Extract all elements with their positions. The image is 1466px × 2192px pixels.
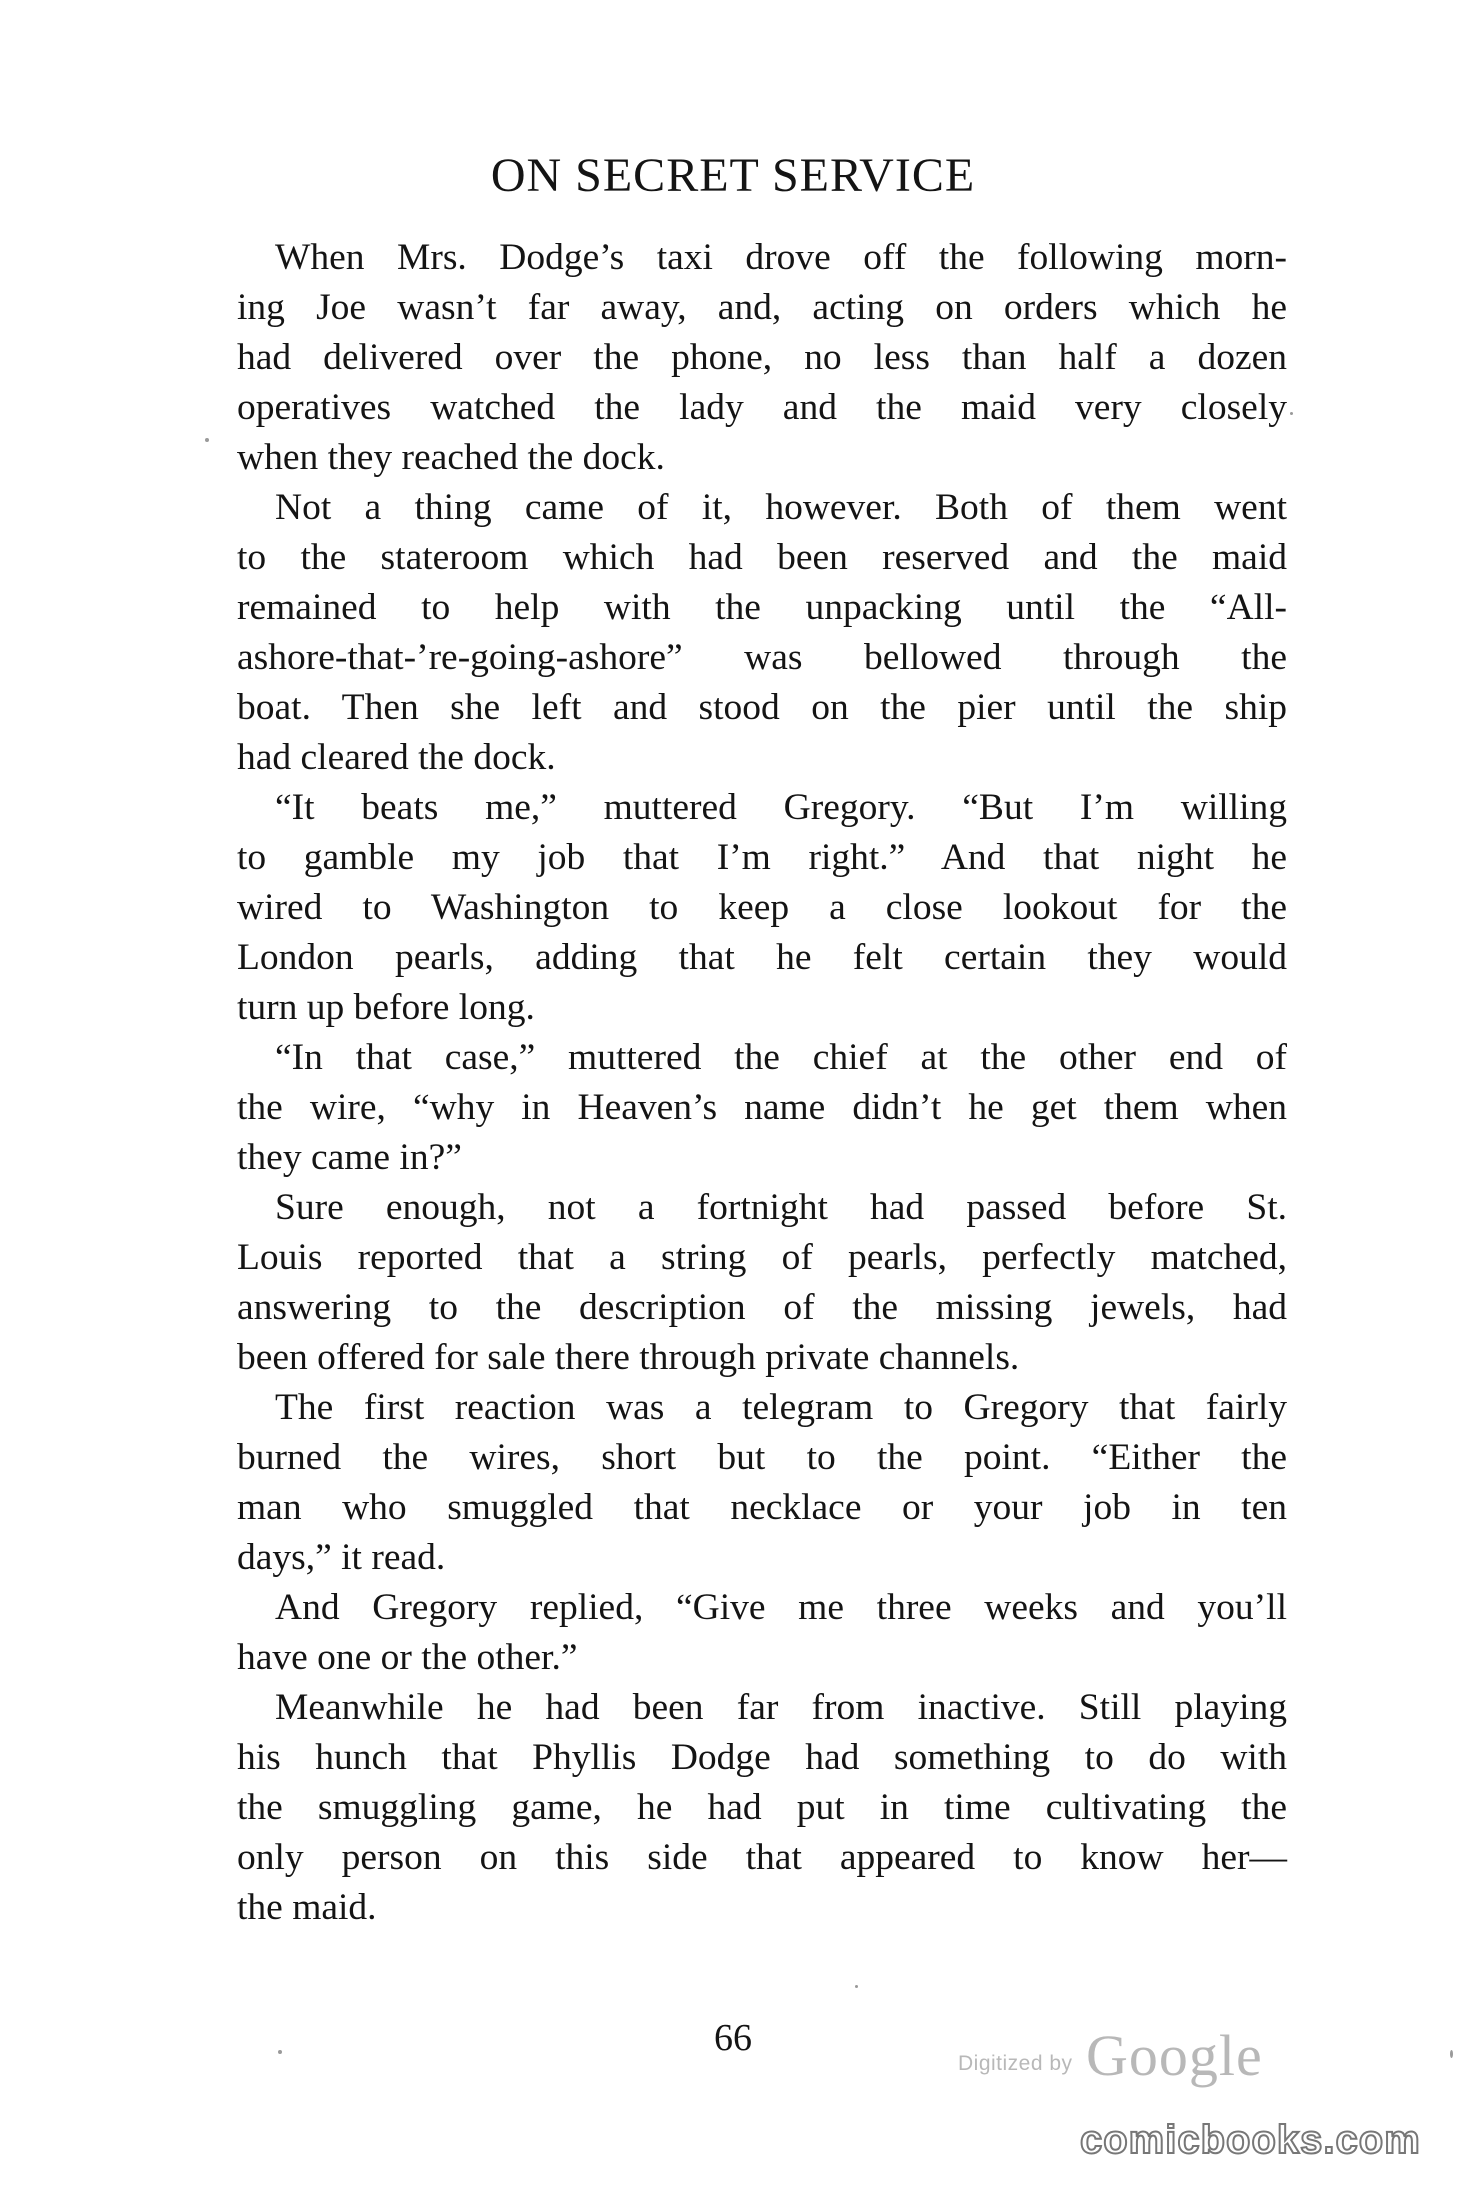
- page-number: 66: [714, 2017, 752, 2059]
- text-line: Meanwhile he had been far from inactive. Still playing: [275, 1687, 1287, 1728]
- text-line: turn up before long.: [237, 987, 535, 1028]
- scan-speck: [205, 438, 209, 442]
- text-line: had cleared the dock.: [237, 737, 556, 778]
- text-line: the wire, “why in Heaven’s name didn’t he get them when: [237, 1087, 1287, 1128]
- digitized-label: Digitized by: [958, 2052, 1073, 2075]
- text-line: answering to the description of the missing jewels, had: [237, 1287, 1287, 1328]
- text-line: when they reached the dock.: [237, 437, 665, 478]
- text-line: only person on this side that appeared to know her—: [237, 1837, 1287, 1878]
- scan-speck: [1290, 412, 1293, 415]
- text-line: “It beats me,” muttered Gregory. “But I’m willing: [275, 787, 1287, 828]
- site-watermark: comicbooks.com: [1080, 2118, 1421, 2162]
- text-line: have one or the other.”: [237, 1637, 578, 1678]
- scan-speck: [1450, 2050, 1453, 2058]
- text-line: man who smuggled that necklace or your job in ten: [237, 1487, 1287, 1528]
- text-line: his hunch that Phyllis Dodge had something to do with: [237, 1737, 1287, 1778]
- text-line: burned the wires, short but to the point. “Either the: [237, 1437, 1287, 1478]
- text-line: London pearls, adding that he felt certain they would: [237, 937, 1287, 978]
- text-line: remained to help with the unpacking until the “All-: [237, 587, 1287, 628]
- text-line: wired to Washington to keep a close lookout for the: [237, 887, 1287, 928]
- scan-speck: [855, 1985, 858, 1988]
- text-line: ing Joe wasn’t far away, and, acting on orders which he: [237, 287, 1287, 328]
- text-line: The first reaction was a telegram to Gregory that fairly: [275, 1387, 1287, 1428]
- text-line: the smuggling game, he had put in time cultivating the: [237, 1787, 1287, 1828]
- text-line: Louis reported that a string of pearls, perfectly matched,: [237, 1237, 1287, 1278]
- running-head: ON SECRET SERVICE: [490, 149, 976, 202]
- digitized-by-google-mark: [958, 2022, 1263, 2092]
- scan-speck: [278, 2050, 282, 2054]
- text-line: days,” it read.: [237, 1537, 446, 1578]
- text-line: been offered for sale there through private channels.: [237, 1337, 1020, 1378]
- text-line: operatives watched the lady and the maid very closely: [237, 387, 1287, 428]
- text-line: boat. Then she left and stood on the pier until the ship: [237, 687, 1287, 728]
- text-line: to the stateroom which had been reserved and the maid: [237, 537, 1287, 578]
- text-line: the maid.: [237, 1887, 377, 1928]
- text-line: “In that case,” muttered the chief at the other end of: [275, 1037, 1287, 1078]
- body-text: [237, 233, 1287, 1933]
- text-line: Sure enough, not a fortnight had passed before St.: [275, 1187, 1287, 1228]
- text-line: they came in?”: [237, 1137, 462, 1178]
- text-line: ashore-that-’re-going-ashore” was bellowed through the: [237, 637, 1287, 678]
- text-line: And Gregory replied, “Give me three weeks and you’ll: [275, 1587, 1287, 1628]
- text-line: had delivered over the phone, no less than half a dozen: [237, 337, 1287, 378]
- text-line: When Mrs. Dodge’s taxi drove off the following morn-: [275, 237, 1287, 278]
- text-line: Not a thing came of it, however. Both of them went: [275, 487, 1287, 528]
- google-logo: Google: [1086, 2023, 1263, 2088]
- text-line: to gamble my job that I’m right.” And that night he: [237, 837, 1287, 878]
